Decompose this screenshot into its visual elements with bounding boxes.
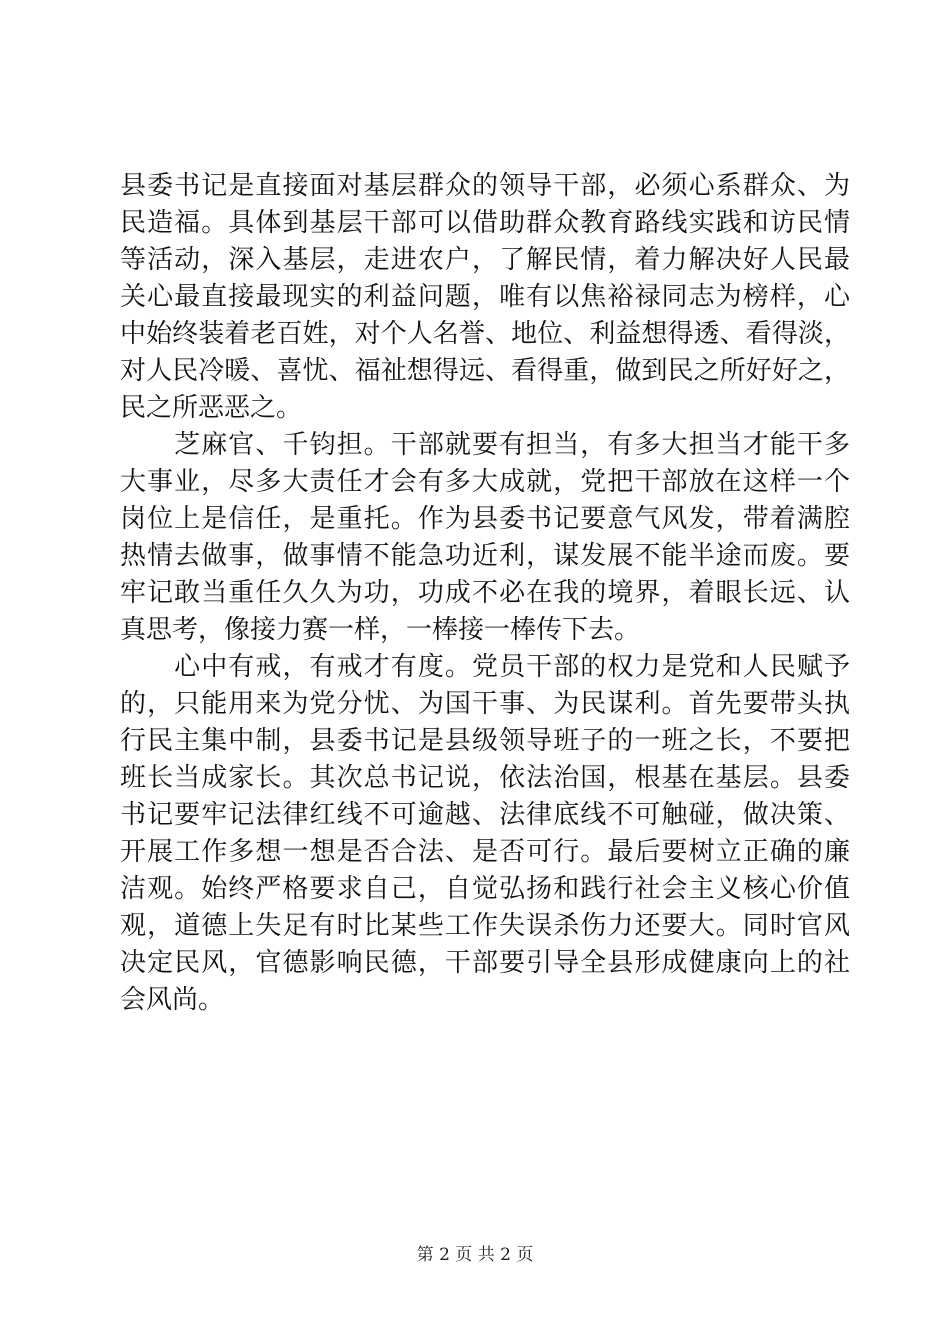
text-line: 观，道德上失足有时比某些工作失误杀伤力还要大。同时官风 — [120, 911, 850, 941]
text-line: 行民主集中制，县委书记是县级领导班子的一班之长，不要把 — [120, 726, 850, 756]
text-line: 中始终装着老百姓，对个人名誉、地位、利益想得透、看得淡， — [120, 319, 850, 349]
text-line: 对人民冷暖、喜忧、福祉想得远、看得重，做到民之所好好之， — [120, 356, 850, 386]
text-line: 真思考，像接力赛一样，一棒接一棒传下去。 — [120, 615, 641, 645]
text-line: 决定民风，官德影响民德，干部要引导全县形成健康向上的社 — [120, 948, 850, 978]
text-line: 岗位上是信任，是重托。作为县委书记要意气风发，带着满腔 — [120, 504, 850, 534]
document-body — [120, 168, 850, 1019]
text-line: 民造福。具体到基层干部可以借助群众教育路线实践和访民情 — [120, 208, 850, 238]
text-line: 班长当成家长。其次总书记说，依法治国，根基在基层。县委 — [120, 763, 850, 793]
text-line: 会风尚。 — [120, 985, 225, 1015]
text-line: 牢记敢当重任久久为功，功成不必在我的境界，着眼长远、认 — [120, 578, 850, 608]
text-line: 大事业，尽多大责任才会有多大成就，党把干部放在这样一个 — [120, 467, 850, 497]
text-line: 的，只能用来为党分忧、为国干事、为民谋利。首先要带头执 — [120, 689, 850, 719]
text-line: 关心最直接最现实的利益问题，唯有以焦裕禄同志为榜样，心 — [120, 282, 850, 312]
text-line: 开展工作多想一想是否合法、是否可行。最后要树立正确的廉 — [120, 837, 850, 867]
text-line: 芝麻官、千钧担。干部就要有担当，有多大担当才能干多 — [120, 430, 850, 460]
text-line: 洁观。始终严格要求自己，自觉弘扬和践行社会主义核心价值 — [120, 874, 850, 904]
text-line: 书记要牢记法律红线不可逾越、法律底线不可触碰，做决策、 — [120, 800, 850, 830]
text-line: 县委书记是直接面对基层群众的领导干部，必须心系群众、为 — [120, 171, 850, 201]
text-line: 等活动，深入基层，走进农户，了解民情，着力解决好人民最 — [120, 245, 850, 275]
text-line: 热情去做事，做事情不能急功近利，谋发展不能半途而废。要 — [120, 541, 850, 571]
text-line: 心中有戒，有戒才有度。党员干部的权力是党和人民赋予 — [120, 652, 850, 682]
text-line: 民之所恶恶之。 — [120, 393, 303, 423]
page-footer: 第 2 页 共 2 页 — [416, 1245, 534, 1265]
